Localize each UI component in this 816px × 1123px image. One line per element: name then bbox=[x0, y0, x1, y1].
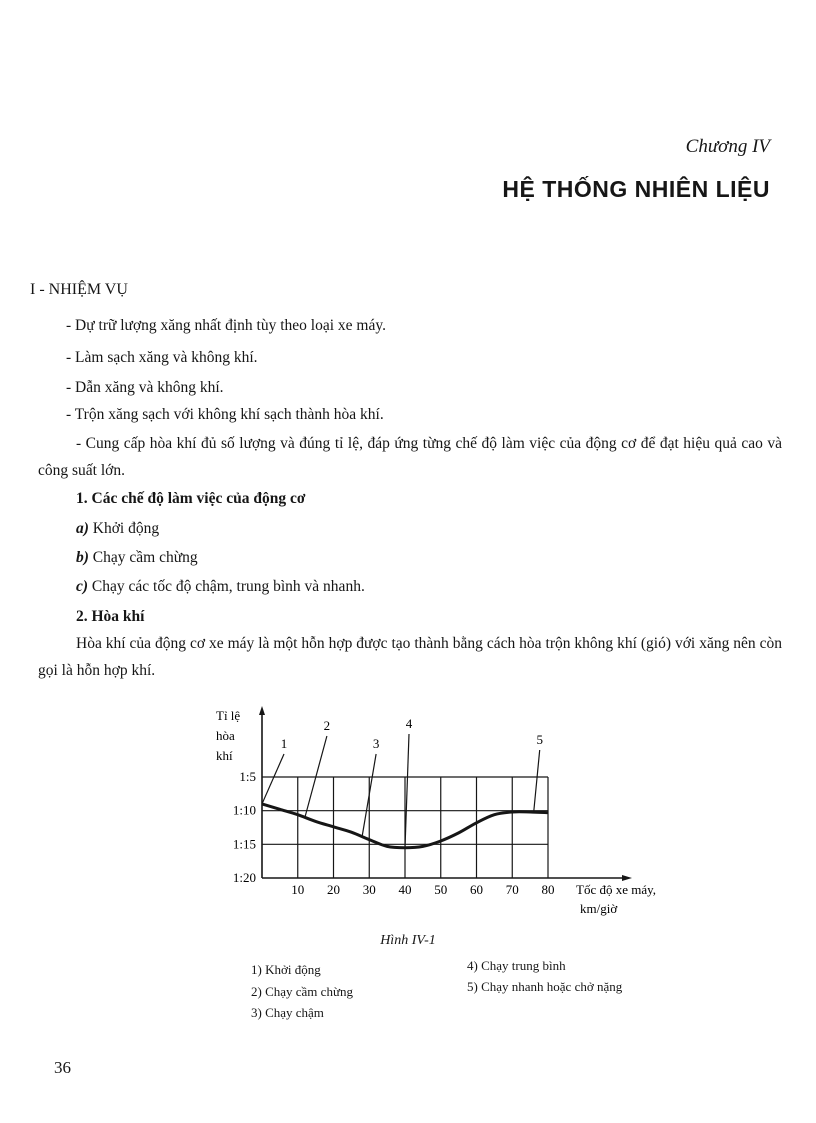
x-axis-label-line: km/giờ bbox=[580, 901, 618, 916]
annotation-leader bbox=[405, 734, 409, 848]
task-item-paragraph: - Cung cấp hòa khí đủ số lượng và đúng tỉ lệ, đáp ứng từng chế độ làm việc của động cơ để đạt hiệu quả cao và công suất lớn. bbox=[38, 435, 782, 479]
annotation-label: 2 bbox=[323, 718, 331, 733]
section-heading: I - NHIỆM VỤ bbox=[30, 281, 128, 298]
mode-marker: b) bbox=[76, 549, 89, 566]
legend-item: 5) Chạy nhanh hoặc chở nặng bbox=[467, 979, 623, 994]
legend-item: 2) Chạy cầm chừng bbox=[251, 984, 353, 999]
annotation-label: 3 bbox=[372, 736, 380, 751]
mode-marker: a) bbox=[76, 520, 89, 537]
mode-item bbox=[76, 578, 365, 596]
x-tick-label: 30 bbox=[362, 882, 376, 897]
chapter-title: HỆ THỐNG NHIÊN LIỆU bbox=[502, 176, 770, 202]
mixture-ratio-chart bbox=[200, 700, 690, 930]
legend-item: 3) Chạy chậm bbox=[251, 1005, 324, 1020]
figure-caption: Hình IV-1 bbox=[380, 933, 436, 948]
x-tick-label: 70 bbox=[505, 882, 519, 897]
grid bbox=[262, 777, 548, 878]
x-tick-label: 50 bbox=[434, 882, 448, 897]
x-axis-arrow bbox=[622, 875, 632, 881]
mode-text: Khởi động bbox=[92, 520, 160, 537]
annotation-leader bbox=[534, 750, 540, 812]
annotation-leader bbox=[262, 754, 284, 804]
y-tick-label: 1:10 bbox=[232, 802, 256, 818]
x-tick-label: 40 bbox=[398, 882, 412, 897]
mode-item bbox=[76, 549, 198, 567]
y-tick-label: 1:15 bbox=[232, 836, 256, 852]
modes-heading: 1. Các chế độ làm việc của động cơ bbox=[76, 490, 306, 507]
page-number: 36 bbox=[54, 1058, 71, 1077]
annotation-label: 4 bbox=[405, 716, 413, 731]
annotation-label: 5 bbox=[536, 732, 543, 747]
task-item: - Dẫn xăng và không khí. bbox=[66, 379, 224, 396]
x-tick-label: 60 bbox=[470, 882, 483, 897]
y-tick-label: 1:5 bbox=[239, 769, 256, 784]
y-axis-arrow bbox=[259, 706, 265, 715]
mixture-paragraph: Hòa khí của động cơ xe máy là một hỗn hợp được tạo thành bằng cách hòa trộn không khí (gió) với xăng nên còn gọi là hỗn hợp khí. bbox=[38, 635, 782, 679]
mode-text: Chạy các tốc độ chậm, trung bình và nhanh. bbox=[91, 578, 365, 595]
x-tick-label: 80 bbox=[541, 882, 555, 897]
x-tick-label: 10 bbox=[291, 882, 305, 897]
chapter-label: Chương IV bbox=[685, 136, 770, 157]
y-axis-label bbox=[216, 708, 240, 763]
y-axis-label-line: Tỉ lệ bbox=[216, 708, 241, 723]
x-tick-label: 20 bbox=[327, 882, 340, 897]
y-axis-label-line: khí bbox=[216, 748, 233, 763]
y-tick-label: 1:20 bbox=[232, 870, 256, 885]
x-axis-label-line: Tốc độ xe máy, bbox=[576, 882, 657, 897]
mode-text: Chạy cầm chừng bbox=[92, 549, 198, 566]
annotation-label: 1 bbox=[280, 736, 288, 751]
mode-marker: c) bbox=[76, 578, 89, 595]
task-item: - Trộn xăng sạch với không khí sạch thành hòa khí. bbox=[66, 406, 384, 423]
legend-item: 1) Khởi động bbox=[251, 962, 321, 977]
mode-item bbox=[76, 520, 159, 538]
mixture-heading: 2. Hòa khí bbox=[76, 608, 145, 625]
task-item: - Dự trữ lượng xăng nhất định tùy theo loại xe máy. bbox=[66, 317, 386, 334]
y-axis-label-line: hòa bbox=[216, 728, 235, 743]
task-item: - Làm sạch xăng và không khí. bbox=[66, 349, 258, 366]
legend-item: 4) Chạy trung bình bbox=[467, 958, 566, 973]
